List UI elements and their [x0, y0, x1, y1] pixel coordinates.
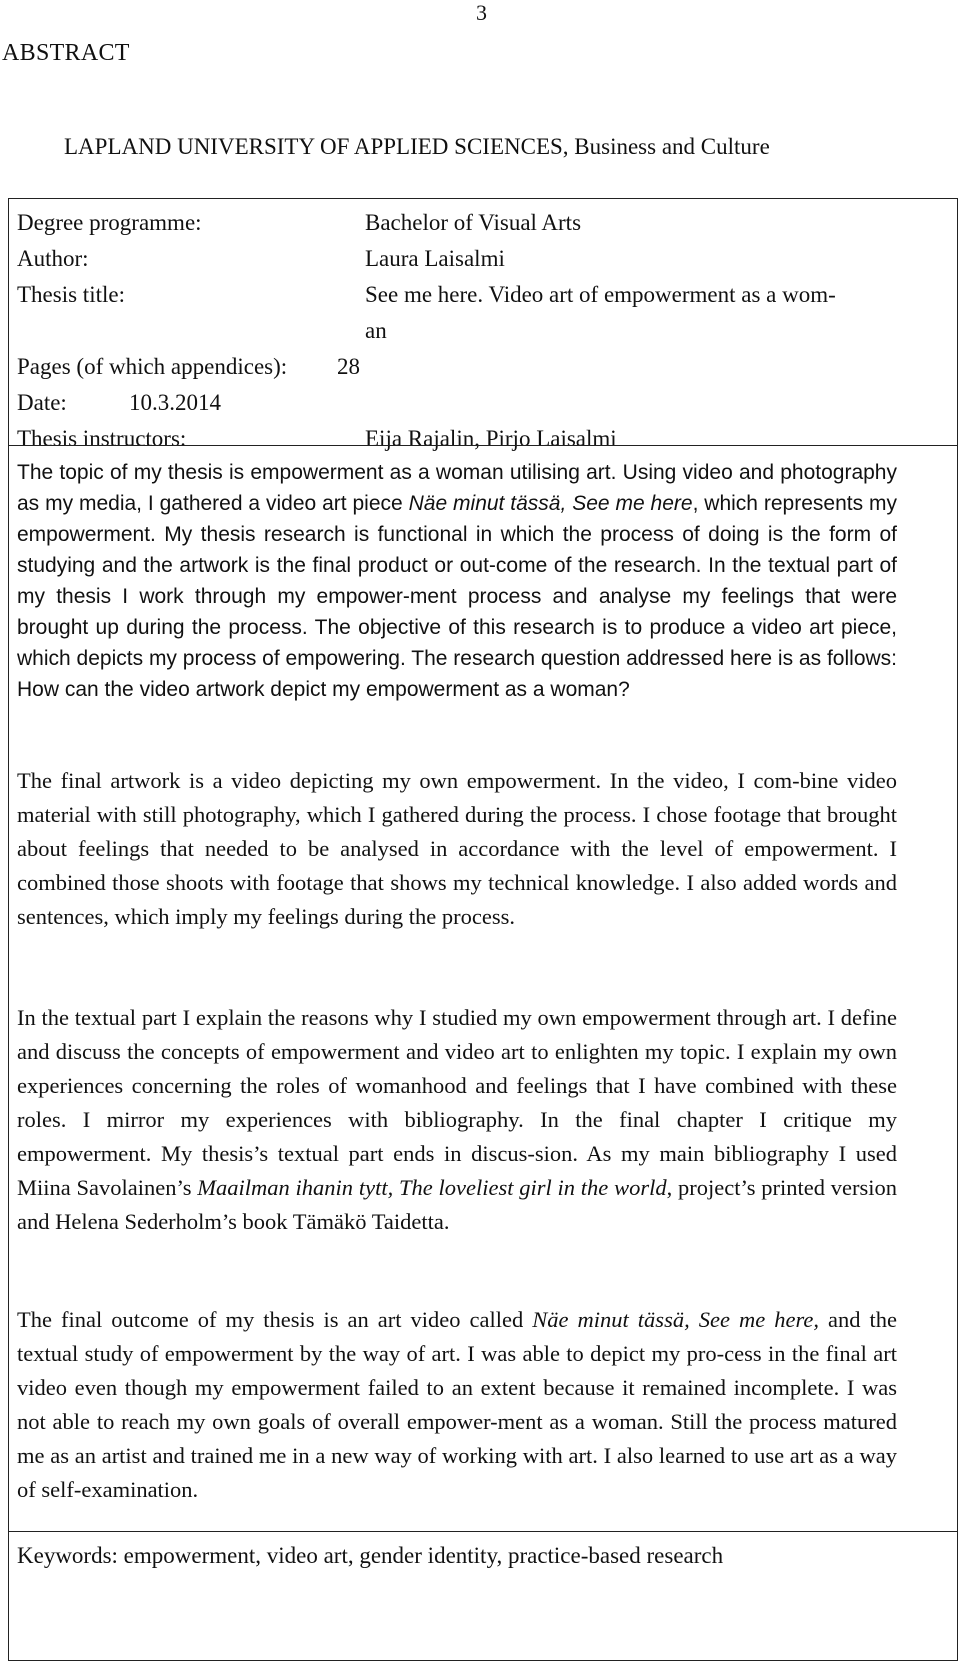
pages-label: Pages (of which appendices): [17, 354, 288, 379]
date-value: 10.3.2014 [129, 390, 221, 415]
pages-value: 28 [337, 354, 360, 379]
paragraph4-text-b: and the textual study of empowerment by the way of art. I was able to depict my pro-cess in the final art video even though my empowerment failed to an extent because it remained incomplete. I was not able to reach my own goals of overall empower-ment as a woman. Still the process matured me as an artist and trained me in a new way of working with art. I also learned to use art as a way of self-examination. [17, 1307, 897, 1502]
pages-row [17, 349, 917, 385]
title-row [17, 277, 917, 313]
paragraph4-text-a: The final outcome of my thesis is an art video called [17, 1307, 533, 1332]
metadata-table [17, 205, 917, 457]
author-label: Author: [17, 246, 89, 271]
abstract-paragraph-1 [17, 457, 897, 705]
title-value-line2: an [365, 318, 387, 343]
keywords-line: Keywords: empowerment, video art, gender identity, practice-based research [17, 1543, 724, 1568]
title-value-line1: See me here. Video art of empowerment as a wom- [365, 282, 836, 307]
abstract-paragraph-4 [17, 1303, 897, 1507]
paragraph3-text-a: In the textual part I explain the reasons why I studied my own empowerment through art. I define and discuss the concepts of empowerment and video art to enlighten my topic. I explain my own experiences concerning the roles of womanhood and feelings that I have combined with these roles. I mirror my experiences with bibliography. In the final chapter I critique my empowerment. My thesis’s textual part ends in discus-sion. As my main bibliography I used Miina Savolainen’s [17, 1005, 897, 1200]
instructors-row [17, 421, 917, 457]
paragraph3-book-title: Maailman ihanin tytt, The loveliest girl in the world [197, 1175, 667, 1200]
author-row [17, 241, 917, 277]
divider-top [9, 445, 957, 446]
abstract-heading: ABSTRACT [2, 40, 130, 66]
degree-row [17, 205, 917, 241]
paragraph3-text-b: , project’s printed version and Helena Sederholm’s book Tämäkö Taidetta. [17, 1175, 897, 1234]
instructors-value: Eija Rajalin, Pirjo Laisalmi [365, 426, 617, 451]
title-row-continued [17, 313, 917, 349]
instructors-label: Thesis instructors: [17, 426, 187, 451]
date-row [17, 385, 917, 421]
paragraph1-work-title: Näe minut tässä, See me here [408, 492, 693, 515]
university-line: LAPLAND UNIVERSITY OF APPLIED SCIENCES, Business and Culture [64, 134, 770, 159]
paragraph1-text-a: The topic of my thesis is empowerment as a woman utilising art. Using video and photography as my media, I gathered a video art piece [17, 461, 897, 515]
paragraph1-text-b: , which represents my empowerment. My thesis research is functional in which the process of doing is the form of studying and the artwork is the final product or out-come of the research. In the textual part of my thesis I work through my empower-ment process and analyse my feelings that were brought up during the process. The objective of this research is to produce a video art piece, which depicts my process of empowering. The research question addressed here is as follows: How can the video artwork depict my empowerment as a woman? [17, 492, 897, 701]
degree-value: Bachelor of Visual Arts [365, 210, 582, 235]
page-number: 3 [476, 0, 487, 25]
title-label: Thesis title: [17, 282, 125, 307]
abstract-paragraph-3 [17, 1001, 897, 1239]
abstract-box [8, 198, 958, 1661]
divider-bottom [9, 1531, 957, 1532]
abstract-paragraph-2: The final artwork is a video depicting my own empowerment. In the video, I com-bine video material with still photography, which I gathered during the process. I chose footage that brought about feelings that needed to be analysed in accordance with the level of empowerment. I combined those shoots with footage that shows my technical knowledge. I also added words and sentences, which imply my feelings during the process. [17, 768, 897, 929]
date-label: Date: [17, 390, 67, 415]
degree-label: Degree programme: [17, 210, 202, 235]
paragraph4-work-title: Näe minut tässä, See me here, [532, 1307, 819, 1332]
author-value: Laura Laisalmi [365, 246, 505, 271]
